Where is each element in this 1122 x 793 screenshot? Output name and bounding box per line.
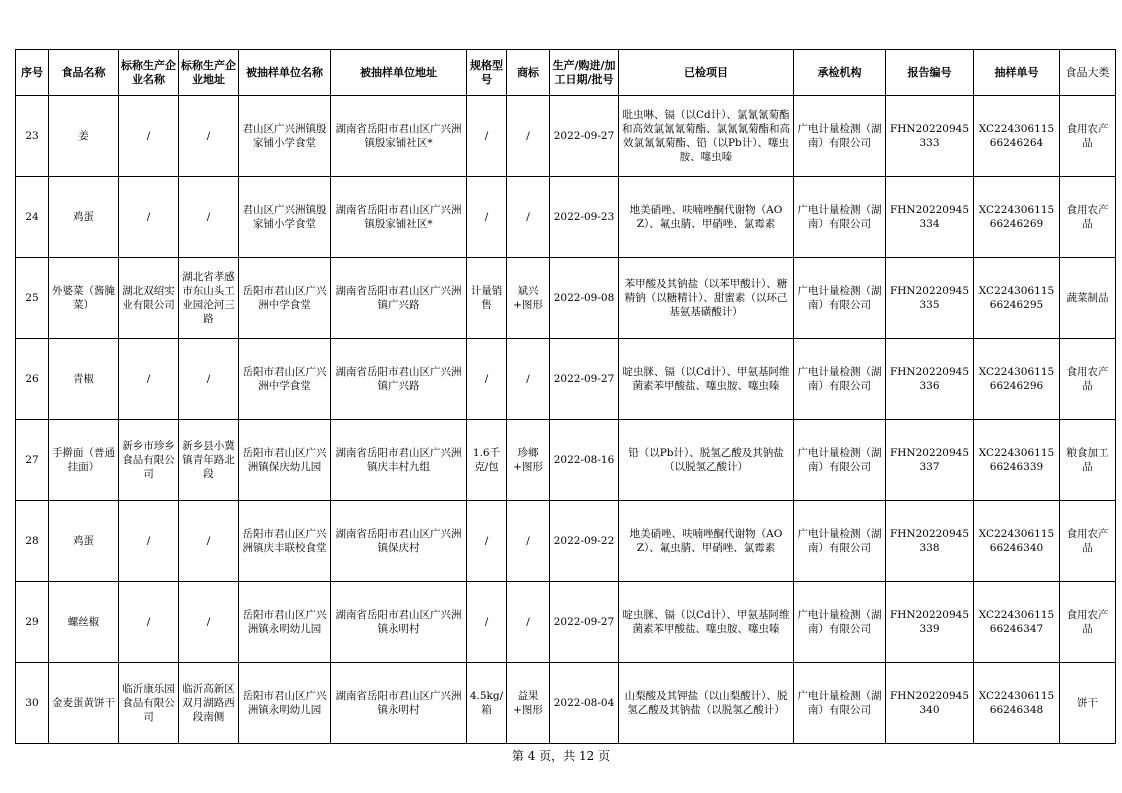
cell-manufacturer-name: / <box>119 177 179 258</box>
cell-food-category: 食用农产品 <box>1060 582 1116 663</box>
cell-sampled-unit-address: 湖南省岳阳市君山区广兴洲镇永明村 <box>331 663 467 744</box>
cell-production-date: 2022-08-16 <box>550 420 619 501</box>
cell-production-date: 2022-09-27 <box>550 96 619 177</box>
cell-report-number: FHN20220945333 <box>886 96 974 177</box>
cell-manufacturer-name: 湖北双绍实业有限公司 <box>119 258 179 339</box>
cell-spec: / <box>467 177 507 258</box>
cell-seq: 26 <box>16 339 49 420</box>
cell-testing-agency: 广电计量检测（湖南）有限公司 <box>794 663 886 744</box>
table-row <box>16 420 1116 501</box>
header-sample-number: 抽样单号 <box>974 50 1060 96</box>
cell-trademark: 珍鄉+图形 <box>507 420 550 501</box>
cell-report-number: FHN20220945340 <box>886 663 974 744</box>
cell-food-name: 螺丝椒 <box>49 582 119 663</box>
cell-testing-agency: 广电计量检测（湖南）有限公司 <box>794 177 886 258</box>
cell-manufacturer-address: 新乡县小冀镇青年路北段 <box>179 420 239 501</box>
cell-production-date: 2022-09-22 <box>550 501 619 582</box>
cell-manufacturer-name: / <box>119 582 179 663</box>
cell-tested-items: 啶虫脒、镉（以Cd计）、甲氨基阿维菌素苯甲酸盐、噻虫胺、噻虫嗪 <box>619 582 794 663</box>
cell-seq: 23 <box>16 96 49 177</box>
cell-seq: 25 <box>16 258 49 339</box>
cell-tested-items: 山梨酸及其钾盐（以山梨酸计）、脱氢乙酸及其钠盐（以脱氢乙酸计） <box>619 663 794 744</box>
table-row <box>16 501 1116 582</box>
cell-sampled-unit-address: 湖南省岳阳市君山区广兴洲镇保庆村 <box>331 501 467 582</box>
cell-report-number: FHN20220945337 <box>886 420 974 501</box>
cell-food-name: 青椒 <box>49 339 119 420</box>
table-row <box>16 96 1116 177</box>
cell-food-name: 外婆菜（酱腌菜） <box>49 258 119 339</box>
cell-report-number: FHN20220945336 <box>886 339 974 420</box>
header-production-date: 生产/购进/加工日期/批号 <box>550 50 619 96</box>
table-row <box>16 339 1116 420</box>
cell-trademark: / <box>507 177 550 258</box>
cell-tested-items: 铅（以Pb计）、脱氢乙酸及其钠盐（以脱氢乙酸计） <box>619 420 794 501</box>
cell-food-category: 食用农产品 <box>1060 177 1116 258</box>
cell-trademark: / <box>507 339 550 420</box>
cell-seq: 30 <box>16 663 49 744</box>
cell-manufacturer-address: / <box>179 582 239 663</box>
cell-food-category: 饼干 <box>1060 663 1116 744</box>
cell-seq: 28 <box>16 501 49 582</box>
cell-spec: / <box>467 339 507 420</box>
cell-trademark: / <box>507 501 550 582</box>
cell-food-name: 姜 <box>49 96 119 177</box>
cell-sampled-unit-name: 君山区广兴洲镇殷家铺小学食堂 <box>239 177 331 258</box>
cell-report-number: FHN20220945334 <box>886 177 974 258</box>
cell-manufacturer-name: 新乡市珍乡食品有限公司 <box>119 420 179 501</box>
cell-production-date: 2022-09-23 <box>550 177 619 258</box>
cell-sampled-unit-address: 湖南省岳阳市君山区广兴洲镇庆丰村九组 <box>331 420 467 501</box>
cell-spec: / <box>467 501 507 582</box>
cell-sampled-unit-name: 岳阳市君山区广兴洲镇庆丰联校食堂 <box>239 501 331 582</box>
header-row <box>16 50 1116 96</box>
cell-food-name: 鸡蛋 <box>49 501 119 582</box>
cell-testing-agency: 广电计量检测（湖南）有限公司 <box>794 501 886 582</box>
cell-manufacturer-address: 湖北省孝感市东山头工业园沦河三路 <box>179 258 239 339</box>
cell-testing-agency: 广电计量检测（湖南）有限公司 <box>794 258 886 339</box>
cell-tested-items: 地美硝唑、呋喃唑酮代谢物（AOZ）、氟虫腈、甲硝唑、氯霉素 <box>619 177 794 258</box>
cell-manufacturer-address: / <box>179 96 239 177</box>
cell-report-number: FHN20220945339 <box>886 582 974 663</box>
cell-report-number: FHN20220945335 <box>886 258 974 339</box>
cell-seq: 29 <box>16 582 49 663</box>
cell-food-category: 蔬菜制品 <box>1060 258 1116 339</box>
cell-manufacturer-address: / <box>179 339 239 420</box>
cell-production-date: 2022-08-04 <box>550 663 619 744</box>
cell-sampled-unit-address: 湖南省岳阳市君山区广兴洲镇殷家铺社区* <box>331 96 467 177</box>
cell-sampled-unit-name: 岳阳市君山区广兴洲镇永明幼儿园 <box>239 582 331 663</box>
cell-spec: / <box>467 582 507 663</box>
cell-sampled-unit-name: 岳阳市君山区广兴洲中学食堂 <box>239 339 331 420</box>
cell-production-date: 2022-09-27 <box>550 339 619 420</box>
table-row <box>16 258 1116 339</box>
cell-sample-number: XC22430611566246295 <box>974 258 1060 339</box>
cell-sample-number: XC22430611566246340 <box>974 501 1060 582</box>
cell-sampled-unit-name: 君山区广兴洲镇殷家铺小学食堂 <box>239 96 331 177</box>
cell-sample-number: XC22430611566246264 <box>974 96 1060 177</box>
cell-sample-number: XC22430611566246339 <box>974 420 1060 501</box>
cell-manufacturer-name: / <box>119 339 179 420</box>
cell-testing-agency: 广电计量检测（湖南）有限公司 <box>794 582 886 663</box>
table-row <box>16 177 1116 258</box>
header-spec: 规格型号 <box>467 50 507 96</box>
cell-spec: / <box>467 96 507 177</box>
cell-production-date: 2022-09-27 <box>550 582 619 663</box>
header-manufacturer-name: 标称生产企业名称 <box>119 50 179 96</box>
header-seq: 序号 <box>16 50 49 96</box>
cell-sampled-unit-name: 岳阳市君山区广兴洲镇保庆幼儿园 <box>239 420 331 501</box>
cell-report-number: FHN20220945338 <box>886 501 974 582</box>
cell-trademark: / <box>507 582 550 663</box>
cell-tested-items: 苯甲酸及其钠盐（以苯甲酸计）、糖精钠（以糖精计）、甜蜜素（以环己基氨基磺酸计） <box>619 258 794 339</box>
header-tested-items: 已检项目 <box>619 50 794 96</box>
header-food-name: 食品名称 <box>49 50 119 96</box>
cell-trademark: / <box>507 96 550 177</box>
cell-sampled-unit-address: 湖南省岳阳市君山区广兴洲镇广兴路 <box>331 258 467 339</box>
cell-food-name: 金麦蛋黄饼干 <box>49 663 119 744</box>
header-sampled-unit-address: 被抽样单位地址 <box>331 50 467 96</box>
cell-sample-number: XC22430611566246348 <box>974 663 1060 744</box>
header-manufacturer-address: 标称生产企业地址 <box>179 50 239 96</box>
cell-sampled-unit-address: 湖南省岳阳市君山区广兴洲镇广兴路 <box>331 339 467 420</box>
table-row <box>16 663 1116 744</box>
cell-food-name: 手擀面（普通挂面） <box>49 420 119 501</box>
cell-food-category: 食用农产品 <box>1060 96 1116 177</box>
cell-food-category: 食用农产品 <box>1060 339 1116 420</box>
cell-production-date: 2022-09-08 <box>550 258 619 339</box>
inspection-results-table <box>15 49 1116 744</box>
cell-spec: 1.6千克/包 <box>467 420 507 501</box>
table-body <box>16 96 1116 744</box>
cell-testing-agency: 广电计量检测（湖南）有限公司 <box>794 339 886 420</box>
cell-seq: 27 <box>16 420 49 501</box>
header-testing-agency: 承检机构 <box>794 50 886 96</box>
cell-sampled-unit-name: 岳阳市君山区广兴洲中学食堂 <box>239 258 331 339</box>
header-trademark: 商标 <box>507 50 550 96</box>
cell-manufacturer-name: 临沂康乐园食品有限公司 <box>119 663 179 744</box>
cell-sampled-unit-name: 岳阳市君山区广兴洲镇永明幼儿园 <box>239 663 331 744</box>
cell-sample-number: XC22430611566246269 <box>974 177 1060 258</box>
cell-manufacturer-name: / <box>119 96 179 177</box>
cell-sample-number: XC22430611566246347 <box>974 582 1060 663</box>
cell-manufacturer-address: / <box>179 501 239 582</box>
page-footer: 第 4 页，共 12 页 <box>511 749 611 763</box>
cell-food-category: 食用农产品 <box>1060 501 1116 582</box>
table-row <box>16 582 1116 663</box>
cell-tested-items: 吡虫啉、镉（以Cd计）、氯氰氰菊酯和高效氯氰氰菊酯、氯氰氰菊酯和高效氯氰氰菊酯、铅（以Pb计）、噻虫胺、噻虫嗪 <box>619 96 794 177</box>
cell-spec: 计量销售 <box>467 258 507 339</box>
cell-seq: 24 <box>16 177 49 258</box>
cell-food-name: 鸡蛋 <box>49 177 119 258</box>
header-sampled-unit-name: 被抽样单位名称 <box>239 50 331 96</box>
cell-sampled-unit-address: 湖南省岳阳市君山区广兴洲镇殷家铺社区* <box>331 177 467 258</box>
cell-spec: 4.5kg/箱 <box>467 663 507 744</box>
cell-trademark: 益果+图形 <box>507 663 550 744</box>
cell-testing-agency: 广电计量检测（湖南）有限公司 <box>794 96 886 177</box>
cell-manufacturer-address: 临沂高新区双月湖路西段南侧 <box>179 663 239 744</box>
cell-manufacturer-address: / <box>179 177 239 258</box>
cell-food-category: 粮食加工品 <box>1060 420 1116 501</box>
cell-manufacturer-name: / <box>119 501 179 582</box>
cell-tested-items: 啶虫脒、镉（以Cd计）、甲氨基阿维菌素苯甲酸盐、噻虫胺、噻虫嗪 <box>619 339 794 420</box>
cell-sampled-unit-address: 湖南省岳阳市君山区广兴洲镇永明村 <box>331 582 467 663</box>
cell-tested-items: 地美硝唑、呋喃唑酮代谢物（AOZ）、氟虫腈、甲硝唑、氯霉素 <box>619 501 794 582</box>
cell-sample-number: XC22430611566246296 <box>974 339 1060 420</box>
cell-testing-agency: 广电计量检测（湖南）有限公司 <box>794 420 886 501</box>
header-food-category: 食品大类 <box>1060 50 1116 96</box>
cell-trademark: 斌兴+图形 <box>507 258 550 339</box>
header-report-number: 报告编号 <box>886 50 974 96</box>
